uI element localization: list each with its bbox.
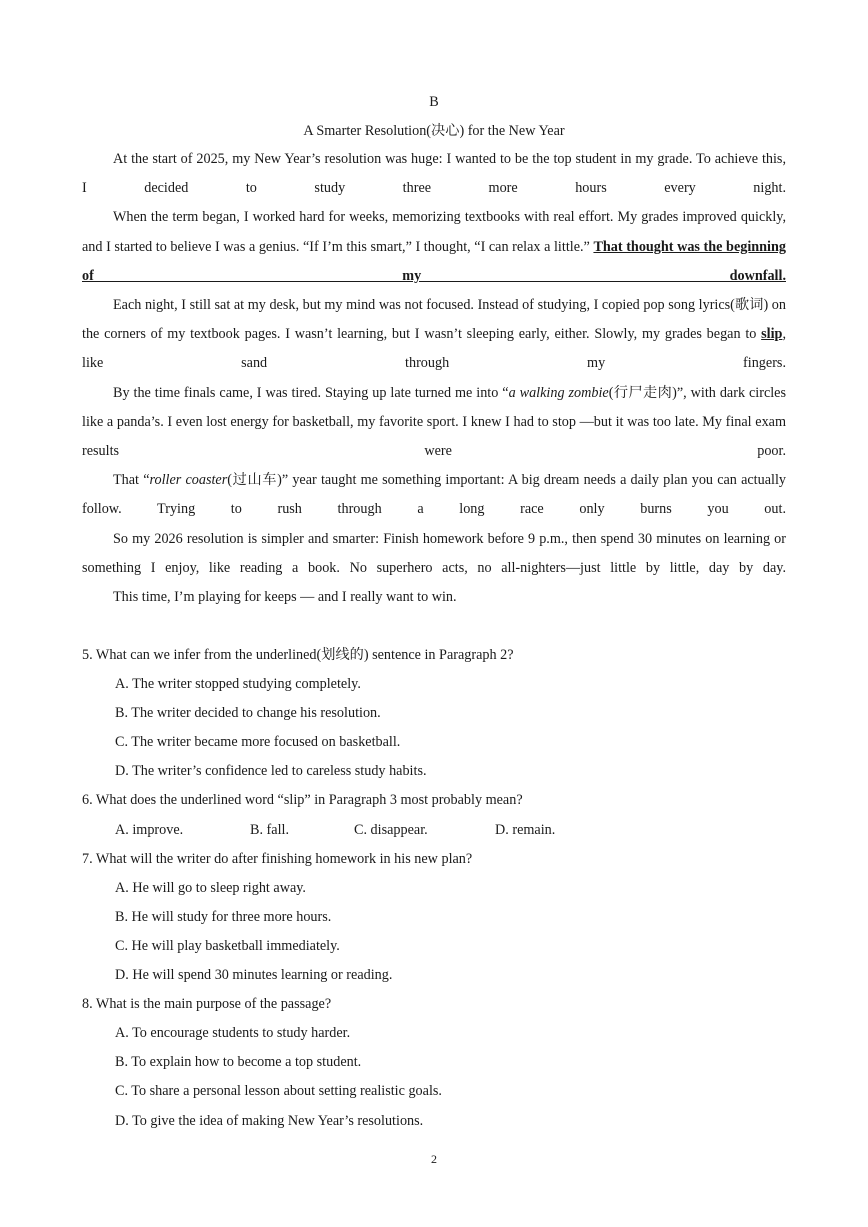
- paragraph-6: So my 2026 resolution is simpler and smarter: Finish homework before 9 p.m., then spend 30 minutes on learning or something I enjoy, like reading a book. No superhero acts, no all-nighters—just little by little, day by day.: [82, 530, 786, 576]
- title-part: A Smarter Resolution(: [303, 123, 432, 139]
- question-7-option-b: B. He will study for three more hours.: [115, 908, 332, 925]
- question-5-stem: 5. What can we infer from the underlined(划线的) sentence in Paragraph 2?: [82, 647, 514, 663]
- question-7-option-a: A. He will go to sleep right away.: [115, 879, 306, 896]
- paragraph-2: [82, 203, 786, 291]
- question-8-option-d: D. To give the idea of making New Year’s resolutions.: [115, 1112, 424, 1129]
- question-6-option-a: A. improve.: [115, 821, 184, 838]
- underlined-sentence: That thought was the beginning of my downfall.: [82, 238, 786, 284]
- section-letter: B: [429, 94, 439, 110]
- underlined-word-slip: slip: [761, 326, 783, 343]
- question-5-option-a: A. The writer stopped studying completely.: [115, 676, 361, 693]
- italic-phrase: a walking zombie: [508, 384, 609, 401]
- paragraph-4-text-end: (行尸走肉)”, with dark circles like a panda’s. I even lost energy for basketball, my favorite sport. I knew I had to stop —but it was too late. My final exam results were poor.: [82, 384, 787, 460]
- question-8-option-a: A. To encourage students to study harder.: [115, 1025, 351, 1042]
- paragraph-4-text: By the time finals came, I was tired. Staying up late turned me into “: [113, 384, 509, 401]
- paragraph-3: [82, 291, 786, 379]
- paragraph-3-text: Each night, I still sat at my desk, but my mind was not focused. Instead of studying, I copied pop song lyrics(歌词) on the corners of my textbook pages. I wasn’t learning, but I wasn’t sleeping early, either. Slowly, my grades began to: [82, 297, 786, 343]
- question-8-stem: 8. What is the main purpose of the passage?: [82, 996, 332, 1013]
- question-6-option-c: C. disappear.: [354, 821, 428, 838]
- paragraph-3-text-end: , like sand through my fingers.: [82, 326, 786, 372]
- paragraph-4: [82, 379, 786, 467]
- title-chinese-gloss: 决心: [431, 123, 460, 139]
- page-number: 2: [431, 1152, 437, 1166]
- paragraph-1: At the start of 2025, my New Year’s resolution was huge: I wanted to be the top student in my grade. To achieve this, I decided to study three more hours every night.: [82, 151, 786, 197]
- reading-passage: [82, 145, 786, 612]
- question-7-option-c: C. He will play basketball immediately.: [115, 937, 340, 954]
- question-5-option-d: D. The writer’s confidence led to careless study habits.: [115, 763, 427, 780]
- question-6-stem: 6. What does the underlined word “slip” in Paragraph 3 most probably mean?: [82, 792, 523, 809]
- question-6-options: [82, 816, 786, 845]
- question-8-option-c: C. To share a personal lesson about setting realistic goals.: [115, 1083, 442, 1100]
- paragraph-5-text: That “: [113, 472, 150, 489]
- paragraph-5: [82, 466, 786, 524]
- title-part: ) for the New Year: [459, 123, 565, 139]
- paragraph-5-text-end: (过山车)” year taught me something important: A big dream needs a daily plan you can actually follow. Trying to rush through a long race only burns you out.: [82, 472, 786, 518]
- paragraph-7: This time, I’m playing for keeps — and I really want to win.: [113, 589, 457, 606]
- question-6-option-b: B. fall.: [250, 821, 290, 838]
- paragraph-2-text: When the term began, I worked hard for weeks, memorizing textbooks with real effort. My grades improved quickly, and I started to believe I was a genius. “If I’m this smart,” I thought, “I can relax a little.”: [82, 209, 786, 255]
- question-6-option-d: D. remain.: [495, 821, 556, 838]
- question-5-option-c: C. The writer became more focused on basketball.: [115, 734, 401, 751]
- italic-phrase: roller coaster: [149, 472, 228, 489]
- question-7-stem: 7. What will the writer do after finishing homework in his new plan?: [82, 850, 473, 867]
- question-7-option-d: D. He will spend 30 minutes learning or reading.: [115, 967, 393, 984]
- question-list: [82, 641, 786, 1136]
- question-5-option-b: B. The writer decided to change his resolution.: [115, 705, 381, 722]
- question-8-option-b: B. To explain how to become a top student.: [115, 1054, 362, 1071]
- passage-title: [0, 121, 868, 141]
